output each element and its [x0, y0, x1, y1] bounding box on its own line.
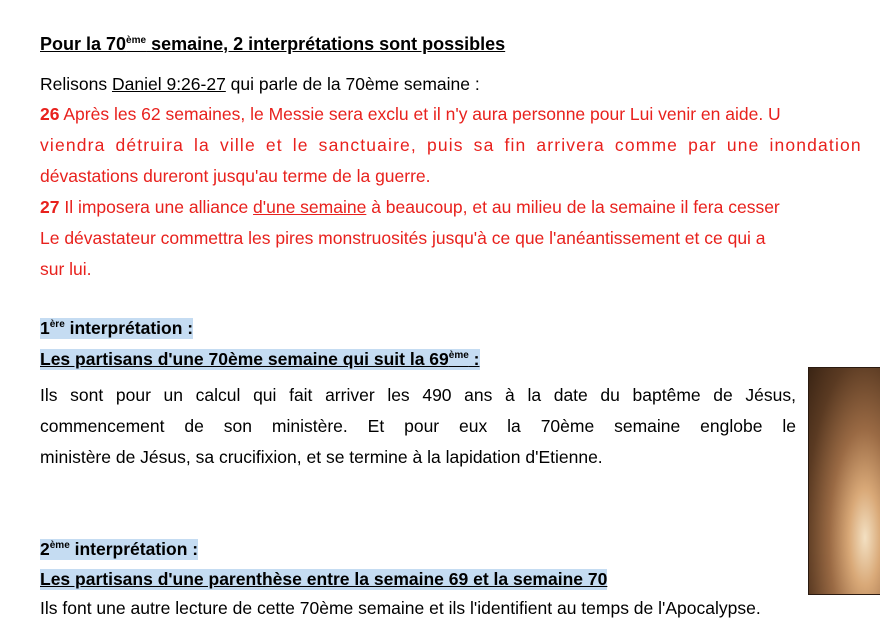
verse-number-26: 26: [40, 104, 60, 124]
interpretation-1-label: 1ère interprétation :: [40, 318, 194, 338]
interpretation-2-body-line-1: Ils font une autre lecture de cette 70ème semaine et ils l'identifient au temps de l'Apocalypse.: [40, 598, 761, 618]
verse-26-line-2: viendra détruira la ville et le sanctuaire, puis sa fin arrivera comme par une inondation: [40, 135, 862, 155]
interpretation-1-body-line-3: ministère de Jésus, sa crucifixion, et se termine à la lapidation d'Etienne.: [40, 447, 603, 467]
verse-number-27: 27: [40, 197, 60, 217]
verse-27-line-3: sur lui.: [40, 259, 92, 279]
interpretation-1-body-line-1: Ils sont pour un calcul qui fait arriver les 490 ans à la date du baptême de Jésus,: [40, 385, 796, 405]
verse-26-line-3: dévastations dureront jusqu'au terme de la guerre.: [40, 166, 431, 186]
interpretation-1-subtitle: Les partisans d'une 70ème semaine qui suit la 69ème :: [40, 349, 480, 369]
daniel-reference-link[interactable]: Daniel 9:26-27: [111, 74, 226, 94]
verse-27-line-1: 27 Il imposera une alliance d'une semaine à beaucoup, et au milieu de la semaine il fera cesser: [40, 197, 780, 217]
verse-26-line-1: 26 Après les 62 semaines, le Messie sera exclu et il n'y aura personne pour Lui venir en aide. U: [40, 104, 781, 124]
interpretation-2-label: 2ème interprétation :: [40, 539, 199, 559]
intro-line: Relisons Daniel 9:26-27 qui parle de la 70ème semaine :: [40, 74, 480, 94]
painting-illustration: [808, 367, 880, 595]
page-title: Pour la 70ème semaine, 2 interprétations sont possibles: [40, 34, 506, 54]
verse-27-line-2: Le dévastateur commettra les pires monstruosités jusqu'à ce que l'anéantissement et ce qui a: [40, 228, 766, 248]
interpretation-1-body-line-2: commencement de son ministère. Et pour eux la 70ème semaine englobe le: [40, 416, 796, 436]
interpretation-2-subtitle: Les partisans d'une parenthèse entre la semaine 69 et la semaine 70: [40, 569, 608, 589]
